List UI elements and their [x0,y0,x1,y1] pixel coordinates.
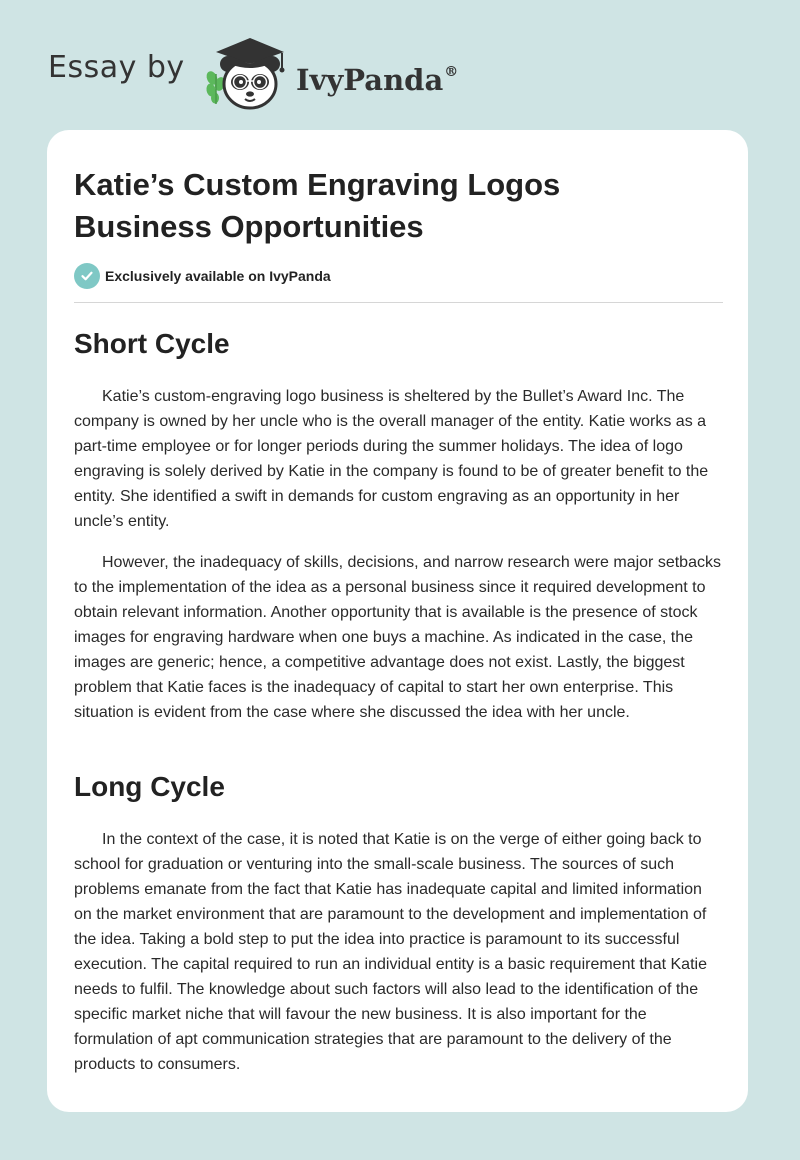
essay-by-label: Essay by [48,50,185,85]
paragraph: However, the inadequacy of skills, decisions, and narrow research were major setbacks to the implementation of the idea as a personal business since it required development to obtain relevant information. Another opportunity that is available is the presence of stock images for engraving hardware when one buys a machine. As indicated in the case, the images are generic; hence, a competitive advantage does not exist. Lastly, the biggest problem that Katie faces is the inadequacy of capital to start her own enterprise. This situation is evident from the case where she discussed the idea with her uncle. [74,554,721,721]
title-divider [74,302,723,303]
exclusive-badge [74,263,331,289]
paragraph: In the context of the case, it is noted that Katie is on the verge of either going back to school for graduation or venturing into the small-scale business. The sources of such problems emanate from the fact that Katie has inadequate capital and limited information on the market environment that are paramount to the development and implementation of the idea. Taking a bold step to put the idea into practice is paramount to its successful execution. The capital required to run an individual entity is a basic requirement that Katie needs to fulfil. The knowledge about such factors will also lead to the identification of the specific market niche that will favour the new business. It is also important for the formulation of apt communication strategies that are paramount to the delivery of the products to consumers. [74,831,707,1073]
article-title: Katie’s Custom Engraving Logos Business Opportunities [74,167,561,244]
panda-logo-icon[interactable] [200,34,294,110]
article-card [47,130,748,1112]
check-circle-icon [74,263,100,289]
brand-name[interactable] [296,52,458,100]
exclusive-label: Exclusively available on IvyPanda [105,268,331,284]
brand-text: IvyPanda [296,63,444,97]
paragraph: Katie’s custom-engraving logo business is sheltered by the Bullet’s Award Inc. The company is owned by her uncle who is the overall manager of the entity. Katie works as a part-time employee or for longer periods during the summer holidays. The idea of logo engraving is solely derived by Katie in the company is found to be of greater benefit to the entity. She identified a swift in demands for custom engraving as an opportunity in her uncle’s entity. [74,388,709,530]
site-header [0,0,800,120]
section-heading-short-cycle: Short Cycle [74,328,230,359]
section-heading-long-cycle: Long Cycle [74,771,225,802]
registered-mark: ® [444,64,459,80]
